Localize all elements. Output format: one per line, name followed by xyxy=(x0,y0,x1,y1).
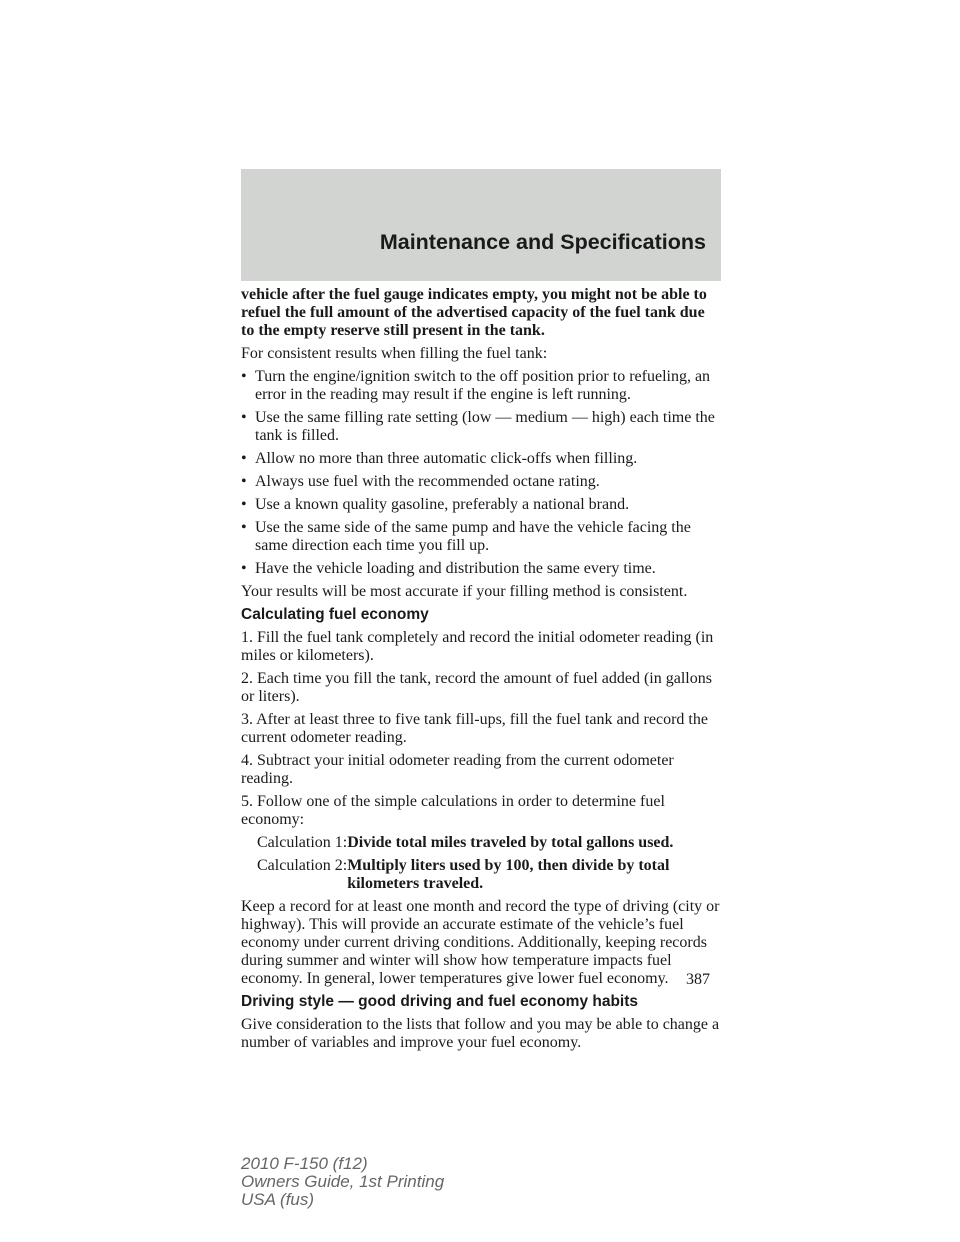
bullet-glyph: • xyxy=(241,560,247,577)
bullet-item xyxy=(241,473,721,491)
calculation-2 xyxy=(241,857,721,893)
bullet-text: Allow no more than three automatic click-offs when filling. xyxy=(255,450,638,467)
footer-market-code: (fus) xyxy=(275,1190,315,1209)
header-band xyxy=(241,169,721,281)
footer-model: 2010 F-150 xyxy=(241,1154,328,1173)
bullet-glyph: • xyxy=(241,409,247,426)
driving-style-heading: Driving style — good driving and fuel economy habits xyxy=(241,993,639,1010)
section-title: Maintenance and Specifications xyxy=(379,230,706,254)
footer-guide-line: Owners Guide, 1st Printing xyxy=(241,1172,445,1191)
bullet-glyph: • xyxy=(241,473,247,490)
step-1: 1. Fill the fuel tank completely and record the initial odometer reading (in miles or kilometers). xyxy=(241,629,714,664)
calculation-formula: Multiply liters used by 100, then divide by total kilometers traveled. xyxy=(347,857,670,892)
bullet-item xyxy=(241,560,721,578)
calculating-fuel-economy-heading: Calculating fuel economy xyxy=(241,606,429,623)
bullet-glyph: • xyxy=(241,496,247,513)
bullet-text: Always use fuel with the recommended octane rating. xyxy=(255,473,600,490)
step-2: 2. Each time you fill the tank, record the amount of fuel added (in gallons or liters). xyxy=(241,670,712,705)
step-4: 4. Subtract your initial odometer reading from the current odometer reading. xyxy=(241,752,674,787)
footer xyxy=(241,1155,444,1209)
bullet-text: Have the vehicle loading and distribution the same every time. xyxy=(255,560,656,577)
footer-market-line xyxy=(241,1191,444,1209)
bullet-item xyxy=(241,409,721,445)
calculation-1 xyxy=(241,834,721,852)
bullet-item xyxy=(241,496,721,514)
bullet-glyph: • xyxy=(241,368,247,385)
bullet-glyph: • xyxy=(241,519,247,536)
footer-model-line xyxy=(241,1155,444,1173)
record-paragraph: Keep a record for at least one month and record the type of driving (city or highway). This will provide an accurate estimate of the vehicle’s fuel economy under current driving conditions. Additionally, keeping records during summer and winter will show how temperature impacts fuel economy. In general, lower temperatures give lower fuel economy. xyxy=(241,898,720,987)
bullet-item xyxy=(241,519,721,555)
footer-model-code: (f12) xyxy=(327,1154,368,1173)
bullet-item xyxy=(241,368,721,404)
bullet-text: Turn the engine/ignition switch to the off position prior to refueling, an error in the reading may result if the engine is left running. xyxy=(255,368,711,403)
continued-paragraph: vehicle after the fuel gauge indicates empty, you might not be able to refuel the full amount of the advertised capacity of the fuel tank due to the empty reserve still present in the tank. xyxy=(241,286,707,339)
page-number: 387 xyxy=(686,971,710,988)
bullet-glyph: • xyxy=(241,450,247,467)
page-content xyxy=(241,286,721,1057)
bullet-text: Use the same filling rate setting (low — medium — high) each time the tank is filled. xyxy=(255,409,715,444)
bullet-text: Use a known quality gasoline, preferably a national brand. xyxy=(255,496,630,513)
calculation-formula: Divide total miles traveled by total gallons used. xyxy=(347,834,674,851)
footer-market: USA xyxy=(241,1190,276,1209)
calculation-label: Calculation 1: xyxy=(257,834,348,851)
bullet-text: Use the same side of the same pump and have the vehicle facing the same direction each time you fill up. xyxy=(255,519,691,554)
driving-paragraph: Give consideration to the lists that follow and you may be able to change a number of variables and improve your fuel economy. xyxy=(241,1016,720,1051)
step-5: 5. Follow one of the simple calculations in order to determine fuel economy: xyxy=(241,793,665,828)
calculation-label: Calculation 2: xyxy=(257,857,348,874)
bullet-item xyxy=(241,450,721,468)
accuracy-note: Your results will be most accurate if your filling method is consistent. xyxy=(241,583,688,600)
step-3: 3. After at least three to five tank fill-ups, fill the fuel tank and record the current odometer reading. xyxy=(241,711,708,746)
consistent-results-intro: For consistent results when filling the fuel tank: xyxy=(241,345,548,362)
